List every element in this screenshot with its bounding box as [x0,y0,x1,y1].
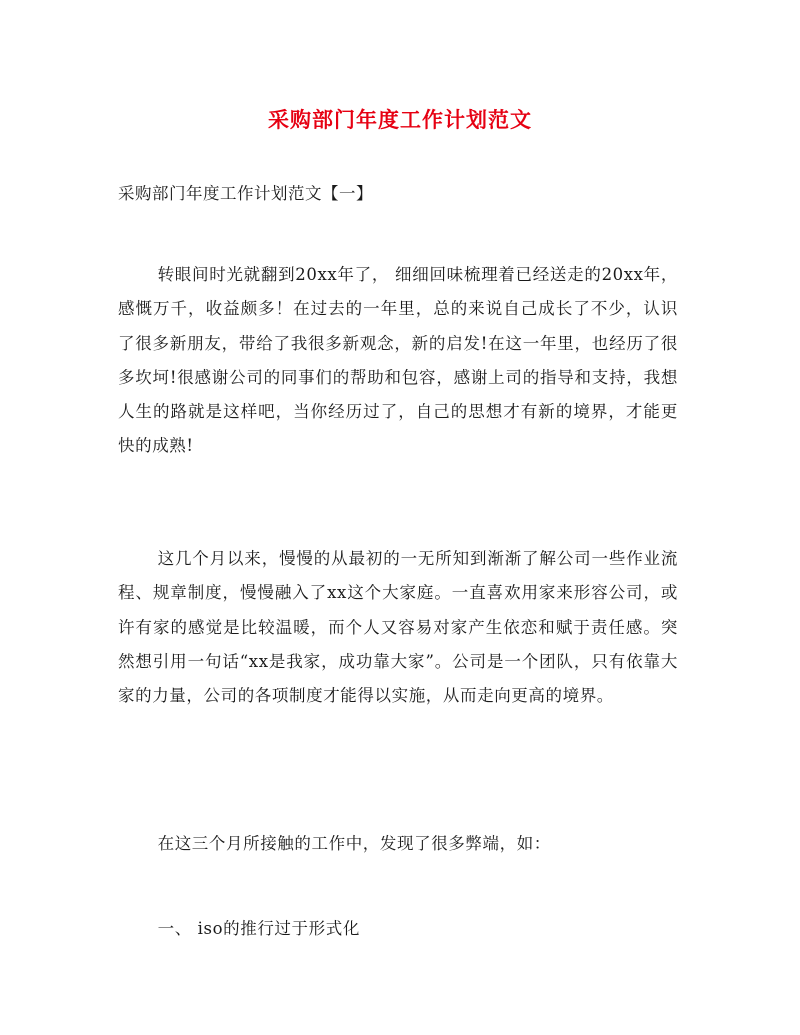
paragraph-1: 转眼间时光就翻到20xx年了， 细细回味梳理着已经送走的20xx年，感慨万千，收益颇多！在过去的一年里，总的来说自己成长了不少，认识了很多新朋友，带给了我很多新观念，新的启发!在这一年里，也经历了很多坎坷!很感谢公司的同事们的帮助和包容，感谢上司的指导和支持，我想人生的路就是这样吧，当你经历过了，自己的思想才有新的境界，才能更快的成熟! [118,265,678,456]
list-item: 一、 iso的推行过于形式化 [157,919,360,938]
paragraph-3: 在这三个月所接触的工作中，发现了很多弊端，如： [157,834,551,853]
document-title: 采购部门年度工作计划范文 [268,107,532,132]
section-heading: 采购部门年度工作计划范文【一】 [118,184,373,203]
paragraph-2: 这几个月以来，慢慢的从最初的一无所知到渐渐了解公司一些作业流程、规章制度，慢慢融入了xx这个大家庭。一直喜欢用家来形容公司，或许有家的感觉是比较温暖，而个人又容易对家产生依恋和赋于责任感。突然想引用一句话“xx是我家，成功靠大家”。公司是一个团队，只有依靠大家的力量，公司的各项制度才能得以实施，从而走向更高的境界。 [118,549,678,706]
